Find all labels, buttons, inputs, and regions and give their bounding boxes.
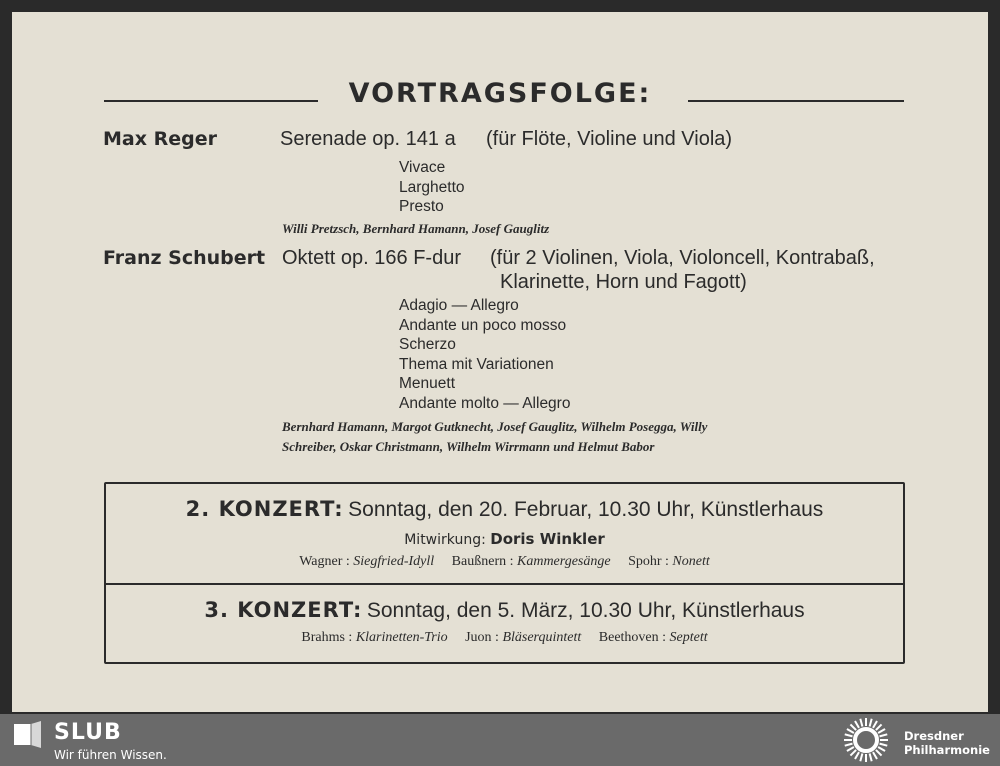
- work-schubert: Oktett op. 166 F-dur: [282, 247, 461, 269]
- movement: Larghetto: [399, 178, 465, 196]
- slub-name[interactable]: SLUB: [54, 720, 122, 745]
- piece-composer: Spohr :: [628, 554, 669, 569]
- sunburst-ray: [860, 719, 862, 727]
- composer-reger: Max Reger: [103, 128, 217, 150]
- piece-title: Septett: [669, 630, 708, 645]
- performers-schubert-line1: Bernhard Hamann, Margot Gutknecht, Josef Gauglitz, Wilhelm Posegga, Willy: [282, 419, 708, 434]
- concert-2-line: [106, 497, 903, 522]
- piece-title: Siegfried-Idyll: [353, 554, 435, 569]
- dresdner-philharmonie-sunburst-icon[interactable]: [840, 716, 892, 764]
- mitwirkung-label: Mitwirkung:: [404, 532, 486, 548]
- concert-3-pieces: [106, 630, 903, 646]
- concert-3-number: 3. KONZERT:: [204, 598, 363, 622]
- sunburst-ray: [850, 724, 856, 730]
- sunburst-ray: [860, 754, 862, 762]
- slub-tagline: Wir führen Wissen.: [54, 748, 167, 762]
- piece-composer: Brahms :: [301, 630, 353, 645]
- heading-rule-right: [688, 100, 904, 102]
- piece-title: Klarinetten-Trio: [355, 630, 448, 645]
- performers-reger: Willi Pretzsch, Bernhard Hamann, Josef Gauglitz: [282, 221, 550, 236]
- sunburst-ray: [878, 747, 885, 751]
- concert-2-date: Sonntag, den 20. Februar, 10.30 Uhr, Künstlerhaus: [348, 498, 824, 521]
- movement: Andante un poco mosso: [399, 316, 567, 334]
- concert-2-mitwirkung: [106, 530, 903, 548]
- piece-title: Bläserquintett: [502, 630, 582, 645]
- movement: Menuett: [399, 375, 456, 393]
- movements-reger: [399, 158, 465, 217]
- instrumentation-schubert: (für 2 Violinen, Viola, Violoncell, Kontrabaß,: [490, 247, 875, 269]
- concert-3-date: Sonntag, den 5. März, 10.30 Uhr, Künstlerhaus: [366, 599, 805, 622]
- composer-schubert: Franz Schubert: [103, 247, 266, 269]
- sunburst-ray: [870, 719, 872, 727]
- piece-title: Kammergesänge: [517, 554, 611, 569]
- mitwirkung-name: Doris Winkler: [490, 530, 605, 548]
- piece-composer: Juon :: [465, 630, 499, 645]
- program-card: [12, 12, 988, 712]
- sunburst-ray: [878, 729, 885, 733]
- upcoming-concerts-box: [104, 482, 905, 664]
- sunburst-ray: [876, 724, 882, 730]
- slub-book-icon[interactable]: [14, 721, 41, 748]
- movement: Vivace: [399, 159, 446, 176]
- concert-2-number: 2. KONZERT:: [185, 497, 344, 521]
- movement: Scherzo: [399, 336, 456, 354]
- sunburst-ray: [855, 752, 859, 759]
- performers-schubert-line2: Schreiber, Oskar Christmann, Wilhelm Wirrmann und Helmut Babor: [282, 439, 655, 454]
- sunburst-ray: [870, 754, 872, 762]
- dresdner-philharmonie-name[interactable]: [904, 729, 990, 757]
- dp-name-line2: Philharmonie: [904, 743, 990, 757]
- footer-bar: [0, 714, 1000, 766]
- program-heading: VORTRAGSFOLGE:: [348, 78, 652, 109]
- sunburst-ray: [850, 750, 856, 756]
- movement: Adagio — Allegro: [399, 297, 519, 314]
- sunburst-ray: [847, 729, 854, 733]
- movements-schubert: [399, 296, 570, 414]
- sunburst-ray: [873, 752, 877, 759]
- box-divider: [106, 583, 903, 585]
- piece-composer: Wagner :: [299, 554, 350, 569]
- work-reger: Serenade op. 141 a: [280, 128, 456, 150]
- sunburst-ray: [873, 721, 877, 728]
- instrumentation-reger: (für Flöte, Violine und Viola): [486, 128, 733, 150]
- sunburst-ray: [880, 744, 888, 746]
- dp-name-line1: Dresdner: [904, 729, 964, 743]
- movement: Andante molto — Allegro: [399, 394, 571, 412]
- sunburst-ray: [855, 721, 859, 728]
- piece-composer: Beethoven :: [598, 630, 667, 645]
- sunburst-ray: [880, 734, 888, 736]
- piece-title: Nonett: [672, 554, 710, 569]
- sunburst-ray: [847, 747, 854, 751]
- sunburst-ray: [876, 750, 882, 756]
- concert-2-pieces: [106, 554, 903, 570]
- concert-3-line: [106, 598, 903, 623]
- movement: Presto: [399, 198, 444, 216]
- instrumentation-schubert-cont: Klarinette, Horn und Fagott): [500, 271, 747, 293]
- movement: Thema mit Variationen: [399, 355, 554, 373]
- sunburst-ray: [845, 734, 853, 736]
- piece-composer: Baußnern :: [451, 554, 514, 569]
- sunburst-ray: [845, 744, 853, 746]
